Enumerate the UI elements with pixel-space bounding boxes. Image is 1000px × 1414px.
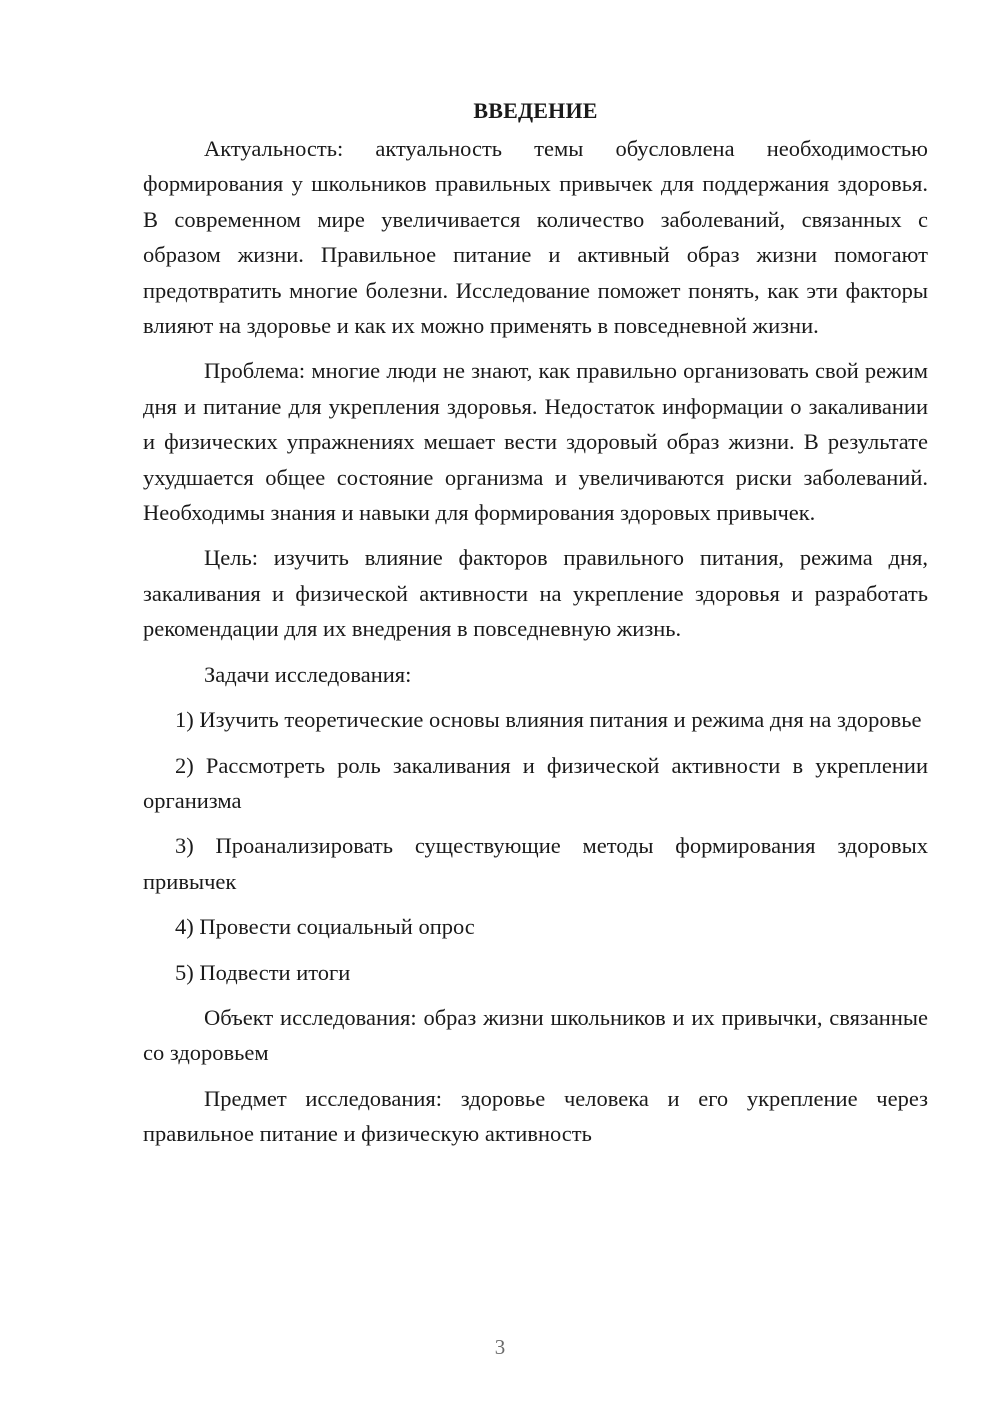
task-item-3: 3) Проанализировать существующие методы формирования здоровых привычек [143, 833, 928, 894]
tasks-heading: Задачи исследования: [204, 661, 412, 687]
page-content [143, 95, 928, 1152]
paragraph-object: Объект исследования: образ жизни школьников и их привычки, связанные со здоровьем [143, 1004, 928, 1066]
task-item-4: 4) Провести социальный опрос [175, 914, 475, 940]
section-heading: ВВЕДЕНИЕ [473, 98, 598, 123]
paragraph-problem: Проблема: многие люди не знают, как правильно организовать свой режим дня и питание для укрепления здоровья. Недостаток информации о закаливании и физических упражнениях мешает вести здоровый образ жизни. В результате ухудшается общее состояние организма и увеличиваются риски заболеваний. Необходимы знания и навыки для формирования здоровых привычек. [143, 358, 928, 526]
paragraph-subject: Предмет исследования: здоровье человека и его укрепление через правильное питание и физическую активность [143, 1085, 928, 1147]
page-number: 3 [494, 1335, 506, 1359]
task-item-5: 5) Подвести итоги [175, 959, 351, 985]
paragraph-goal: Цель: изучить влияние факторов правильного питания, режима дня, закаливания и физической активности на укрепление здоровья и разработать рекомендации для их внедрения в повседневную жизнь. [143, 545, 928, 642]
task-item-2: 2) Рассмотреть роль закаливания и физической активности в укреплении организма [143, 752, 928, 813]
paragraph-relevance: Актуальность: актуальность темы обусловлена необходимостью формирования у школьников правильных привычек для поддержания здоровья. В современном мире увеличивается количество заболеваний, связанных с образом жизни. Правильное питание и активный образ жизни помогают предотвратить многие болезни. Исследование поможет понять, как эти факторы влияют на здоровье и как их можно применять в повседневной жизни. [143, 136, 928, 339]
task-item-1: 1) Изучить теоретические основы влияния питания и режима дня на здоровье [175, 707, 922, 733]
